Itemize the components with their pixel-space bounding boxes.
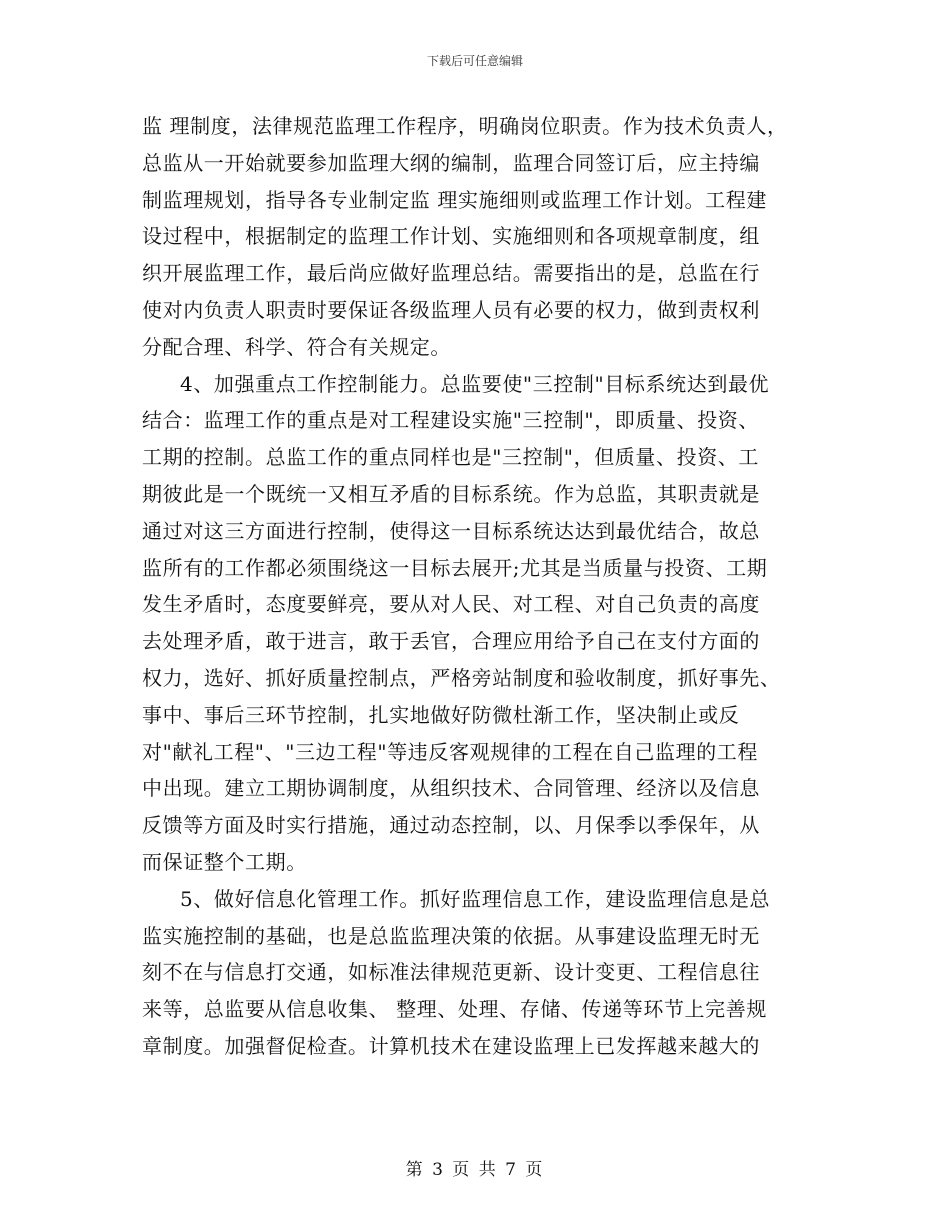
text-line: 权力，选好、抓好质量控制点，严格旁站制度和验收制度，抓好事先、 — [142, 665, 781, 690]
text-line: 反馈等方面及时实行措施，通过动态控制，以、月保季以季保年，从 — [142, 813, 760, 838]
text-line: 对"献礼工程"、"三边工程"等违反客观规律的工程在自己监理的工程 — [142, 739, 758, 764]
text-line: 来等，总监要从信息收集、 整理、处理、存储、传递等环节上完善规 — [142, 997, 767, 1022]
text-line: 分配合理、科学、符合有关规定。 — [142, 334, 451, 359]
text-line: 4、加强重点工作控制能力。总监要使"三控制"目标系统达到最优 — [180, 371, 770, 396]
text-line: 织开展监理工作，最后尚应做好监理总结。需要指出的是，总监在行 — [142, 261, 760, 286]
text-line: 事中、事后三环节控制，扎实地做好防微杜渐工作，坚决制止或反 — [142, 702, 740, 727]
text-line: 工期的控制。总监工作的重点同样也是"三控制"，但质量、投资、工 — [142, 445, 759, 470]
text-line: 期彼此是一个既统一又相互矛盾的目标系统。作为总监，其职责就是 — [142, 481, 760, 506]
text-line: 中出现。建立工期协调制度，从组织技术、合同管理、经济以及信息 — [142, 776, 760, 801]
text-line: 去处理矛盾，敢于进言，敢于丢官，合理应用给予自己在支付方面的 — [142, 629, 760, 654]
text-line: 刻不在与信息打交通，如标准法律规范更新、设计变更、工程信息往 — [142, 960, 760, 985]
text-line: 发生矛盾时，态度要鲜亮，要从对人民、对工程、对自己负责的高度 — [142, 592, 760, 617]
text-line: 5、做好信息化管理工作。抓好监理信息工作，建设监理信息是总 — [180, 886, 771, 911]
text-line: 监实施控制的基础，也是总监监理决策的依据。从事建设监理无时无 — [142, 923, 760, 948]
text-line: 通过对这三方面进行控制，使得这一目标系统达达到最优结合，故总 — [142, 518, 760, 543]
text-line: 设过程中，根据制定的监理工作计划、实施细则和各项规章制度，组 — [142, 224, 760, 249]
text-line: 章制度。加强督促检查。计算机技术在建设监理上已发挥越来越大的 — [142, 1033, 760, 1058]
text-line: 监 理制度，法律规范监理工作程序，明确岗位职责。作为技术负责人， — [142, 114, 788, 138]
text-line: 监所有的工作都必须围绕这一目标去展开;尤其是当质量与投资、工期 — [142, 555, 768, 580]
text-line: 制监理规划，指导各专业制定监 理实施细则或监理工作计划。工程建 — [142, 187, 767, 212]
document-body — [142, 108, 822, 1065]
page-footer: 第 3 页 共 7 页 — [405, 1160, 545, 1180]
text-line: 总监从一开始就要参加监理大纲的编制，监理合同签订后，应主持编 — [142, 150, 760, 175]
text-line: 结合：监理工作的重点是对工程建设实施"三控制"，即质量、投资、 — [142, 408, 759, 433]
text-line: 而保证整个工期。 — [142, 849, 307, 874]
page-header: 下载后可任意编辑 — [426, 54, 523, 68]
text-line: 使对内负责人职责时要保证各级监理人员有必要的权力，做到责权利 — [142, 297, 760, 322]
